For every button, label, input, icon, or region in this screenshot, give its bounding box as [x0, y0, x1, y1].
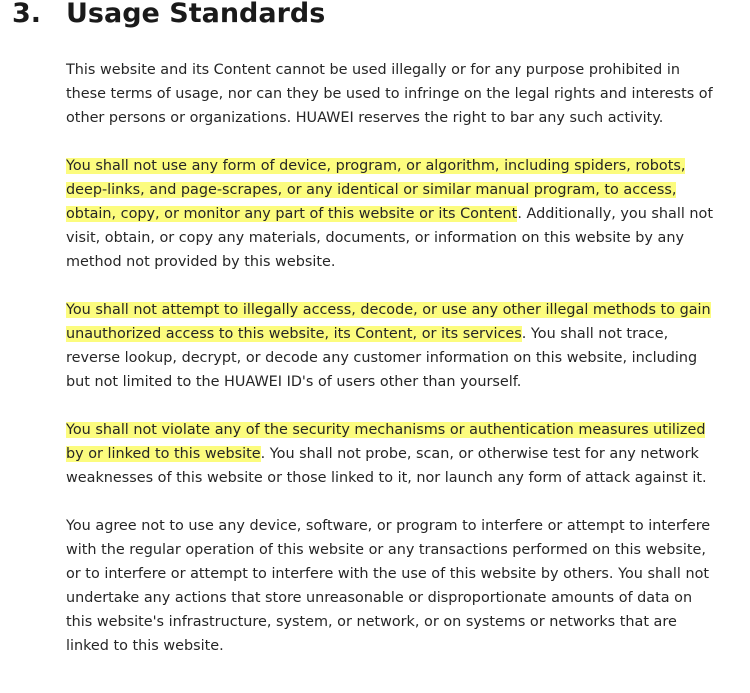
paragraph-text: . You shall not trace, reverse lookup, decrypt, or decode any customer information on this website, including but not limited to the HUAWEI ID's of users other than yourself.: [66, 326, 698, 390]
paragraph-text: . Additionally, you shall not visit, obtain, or copy any materials, documents, or information on this website by any method not provided by this website.: [66, 206, 713, 270]
section-title: Usage Standards: [66, 0, 326, 29]
paragraph-illegal-use: [66, 58, 722, 130]
paragraph-text: You agree not to use any device, software, or program to interfere or attempt to interfere with the regular operation of this website or any transactions performed on this website, or to interfere or attempt to interfere with the use of this website by others. You shall not undertake any actions that store unreasonable or disproportionate amounts of data on this website's infrastructure, system, or network, or on systems or networks that are linked to this website.: [66, 518, 711, 654]
paragraph-unauthorized-access: [66, 298, 722, 394]
paragraph-automated-access: [66, 154, 722, 274]
section-heading: [12, 0, 325, 34]
section-number: 3.: [12, 0, 42, 29]
paragraph-text: . You shall not probe, scan, or otherwise test for any network weaknesses of this website or those linked to it, nor launch any form of attack against it.: [66, 446, 707, 486]
highlighted-text: You shall not violate any of the security mechanisms or authentication measures utilized by or linked to this website: [66, 422, 706, 462]
highlighted-text: You shall not use any form of device, program, or algorithm, including spiders, robots, deep-links, and page-scrapes, or any identical or similar manual program, to access, obtain, copy, or monitor any part of this website or its Content: [66, 158, 686, 222]
section-body: [66, 58, 722, 682]
highlighted-text: You shall not attempt to illegally access, decode, or use any other illegal methods to gain unauthorized access to this website, its Content, or its services: [66, 302, 711, 342]
paragraph-security-mechanisms: [66, 418, 722, 490]
paragraph-interference: [66, 514, 722, 658]
paragraph-text: This website and its Content cannot be used illegally or for any purpose prohibited in these terms of usage, nor can they be used to infringe on the legal rights and interests of other persons or organizations. HUAWEI reserves the right to bar any such activity.: [66, 62, 713, 126]
